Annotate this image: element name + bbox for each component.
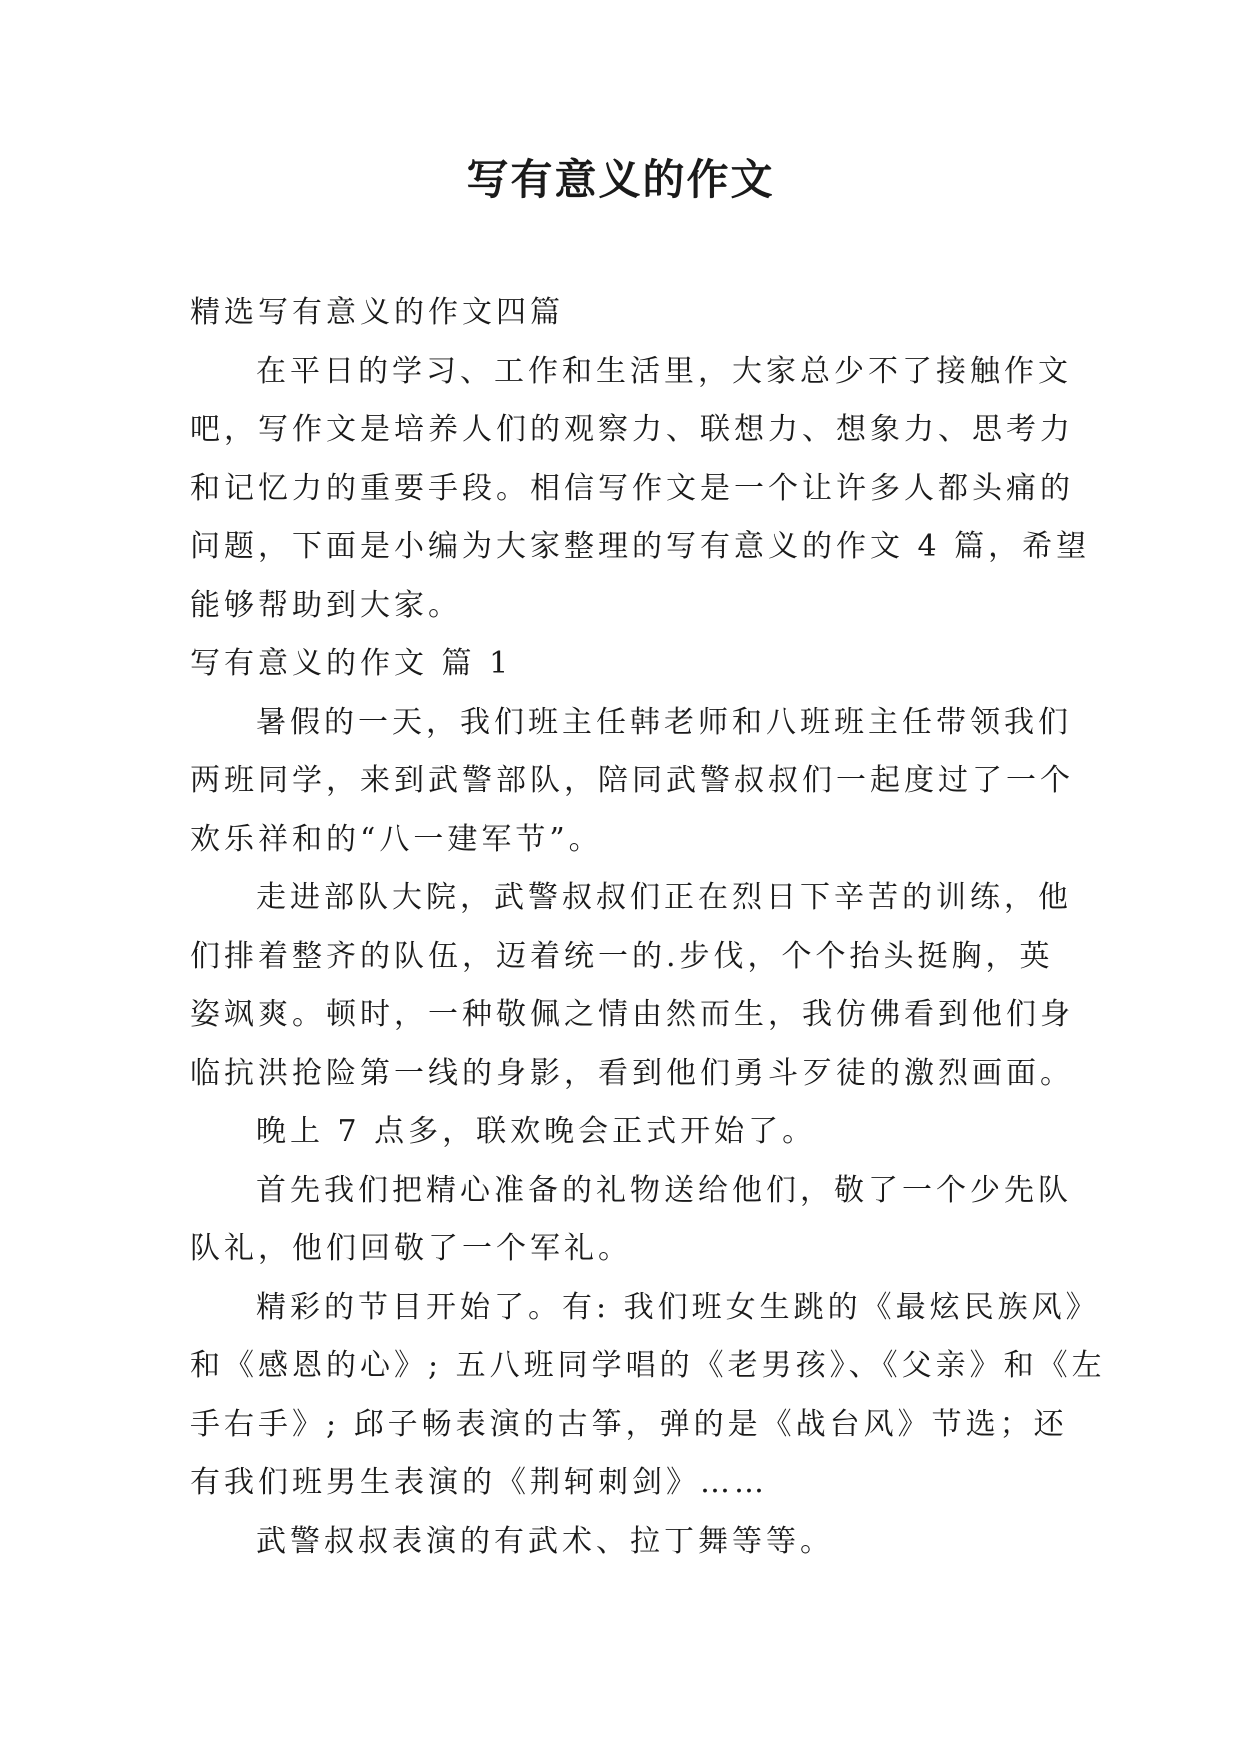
paragraph-line: 首先我们把精心准备的礼物送给他们，敬了一个少先队 bbox=[256, 1172, 1072, 1208]
paragraph-line: 精彩的节目开始了。有: 我们班女生跳的《最炫民族风》 bbox=[256, 1289, 1100, 1325]
paragraph-line: 晚上 7 点多，联欢晚会正式开始了。 bbox=[256, 1114, 817, 1149]
paragraph-line: 和记忆力的重要手段。相信写作文是一个让许多人都头痛的 bbox=[190, 470, 1074, 506]
paragraph-line: 和《感恩的心》; 五八班同学唱的《老男孩》、《父亲》和《左 bbox=[190, 1348, 1106, 1383]
paragraph-line: 武警叔叔表演的有武术、拉丁舞等等。 bbox=[256, 1523, 834, 1559]
paragraph-line: 们排着整齐的队伍，迈着统一的.步伐，个个抬头挺胸，英 bbox=[190, 938, 1054, 974]
paragraph-line: 欢乐祥和的“八一建军节”。 bbox=[190, 821, 603, 857]
section-heading: 精选写有意义的作文四篇 bbox=[190, 295, 564, 330]
paragraph-line: 在平日的学习、工作和生活里，大家总少不了接触作文 bbox=[256, 353, 1072, 389]
paragraph-line: 队礼，他们回敬了一个军礼。 bbox=[190, 1231, 632, 1266]
paragraph-line: 能够帮助到大家。 bbox=[190, 587, 462, 623]
paragraph-line: 两班同学，来到武警部队，陪同武警叔叔们一起度过了一个 bbox=[190, 763, 1074, 798]
paragraph-line: 吧，写作文是培养人们的观察力、联想力、想象力、思考力 bbox=[190, 412, 1074, 447]
document-title: 写有意义的作文 bbox=[466, 155, 775, 204]
paragraph-line: 临抗洪抢险第一线的身影，看到他们勇斗歹徒的激烈画面。 bbox=[190, 1055, 1074, 1091]
section-heading: 写有意义的作文 篇 1 bbox=[190, 646, 513, 681]
paragraph-line: 姿飒爽。顿时，一种敬佩之情由然而生，我仿佛看到他们身 bbox=[190, 997, 1074, 1032]
paragraph-line: 手右手》; 邱子畅表演的古筝，弹的是《战台风》节选；还 bbox=[190, 1406, 1068, 1442]
paragraph-line: 问题，下面是小编为大家整理的写有意义的作文 4 篇，希望 bbox=[190, 529, 1091, 564]
paragraph-line: 走进部队大院，武警叔叔们正在烈日下辛苦的训练，他 bbox=[256, 880, 1072, 915]
paragraph-line: 暑假的一天，我们班主任韩老师和八班班主任带领我们 bbox=[256, 704, 1072, 740]
document-body bbox=[190, 284, 1106, 1571]
paragraph-line: 有我们班男生表演的《荆轲刺剑》…… bbox=[190, 1465, 768, 1500]
